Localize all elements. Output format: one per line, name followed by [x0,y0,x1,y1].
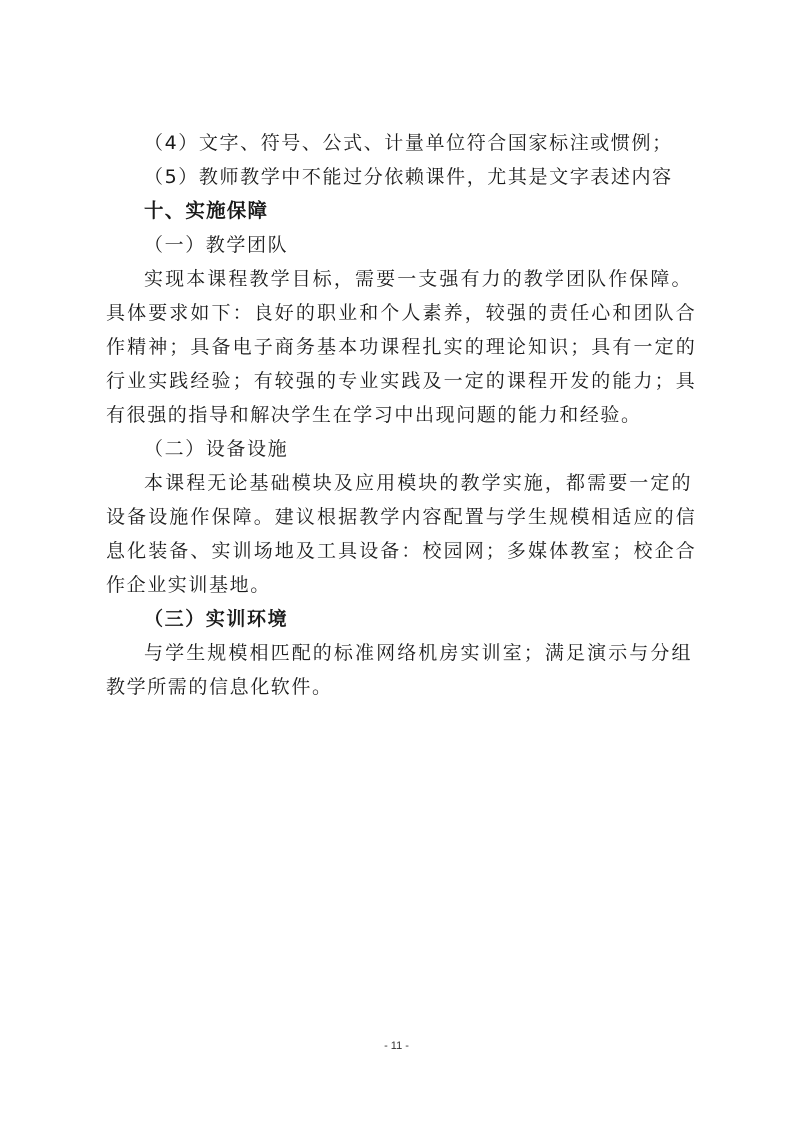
section-heading: 十、实施保障 [144,199,269,222]
paragraph-equipment [106,466,696,602]
paragraph-line: 作精神；具备电子商务基本功课程扎实的理论知识；具有一定的 [106,336,697,358]
paragraph-line: 设备设施作保障。建议根据教学内容配置与学生规模相适应的信 [106,506,697,528]
page-number: - 11 - [384,1040,409,1052]
paragraph-line: 教学所需的信息化软件。 [106,676,333,698]
page-content [106,126,696,704]
paragraph-line: 息化装备、实训场地及工具设备：校园网；多媒体教室；校企合 [106,540,697,562]
paragraph-line: 具体要求如下：良好的职业和个人素养，较强的责任心和团队合 [106,302,697,324]
list-item-5: （5）教师教学中不能过分依赖课件，尤其是文字表述内容 [144,166,673,188]
paragraph-teaching-team [106,262,696,432]
paragraph-line: 有很强的指导和解决学生在学习中出现问题的能力和经验。 [106,404,642,426]
paragraph-line: 行业实践经验；有较强的专业实践及一定的课程开发的能力；具 [106,370,697,392]
paragraph-line: 实现本课程教学目标，需要一支强有力的教学团队作保障。 [144,268,693,290]
subsection-heading-teaching-team: （一）教学团队 [144,234,289,256]
subsection-heading-training-environment: （三）实训环境 [144,608,289,630]
paragraph-line: 与学生规模相匹配的标准网络机房实训室；满足演示与分组 [144,642,693,664]
subsection-heading-equipment: （二）设备设施 [144,438,289,460]
paragraph-line: 作企业实训基地。 [106,574,271,596]
list-item-4: （4）文字、符号、公式、计量单位符合国家标注或惯例； [144,132,673,154]
paragraph-training-environment [106,636,696,704]
paragraph-line: 本课程无论基础模块及应用模块的教学实施，都需要一定的 [144,472,693,494]
